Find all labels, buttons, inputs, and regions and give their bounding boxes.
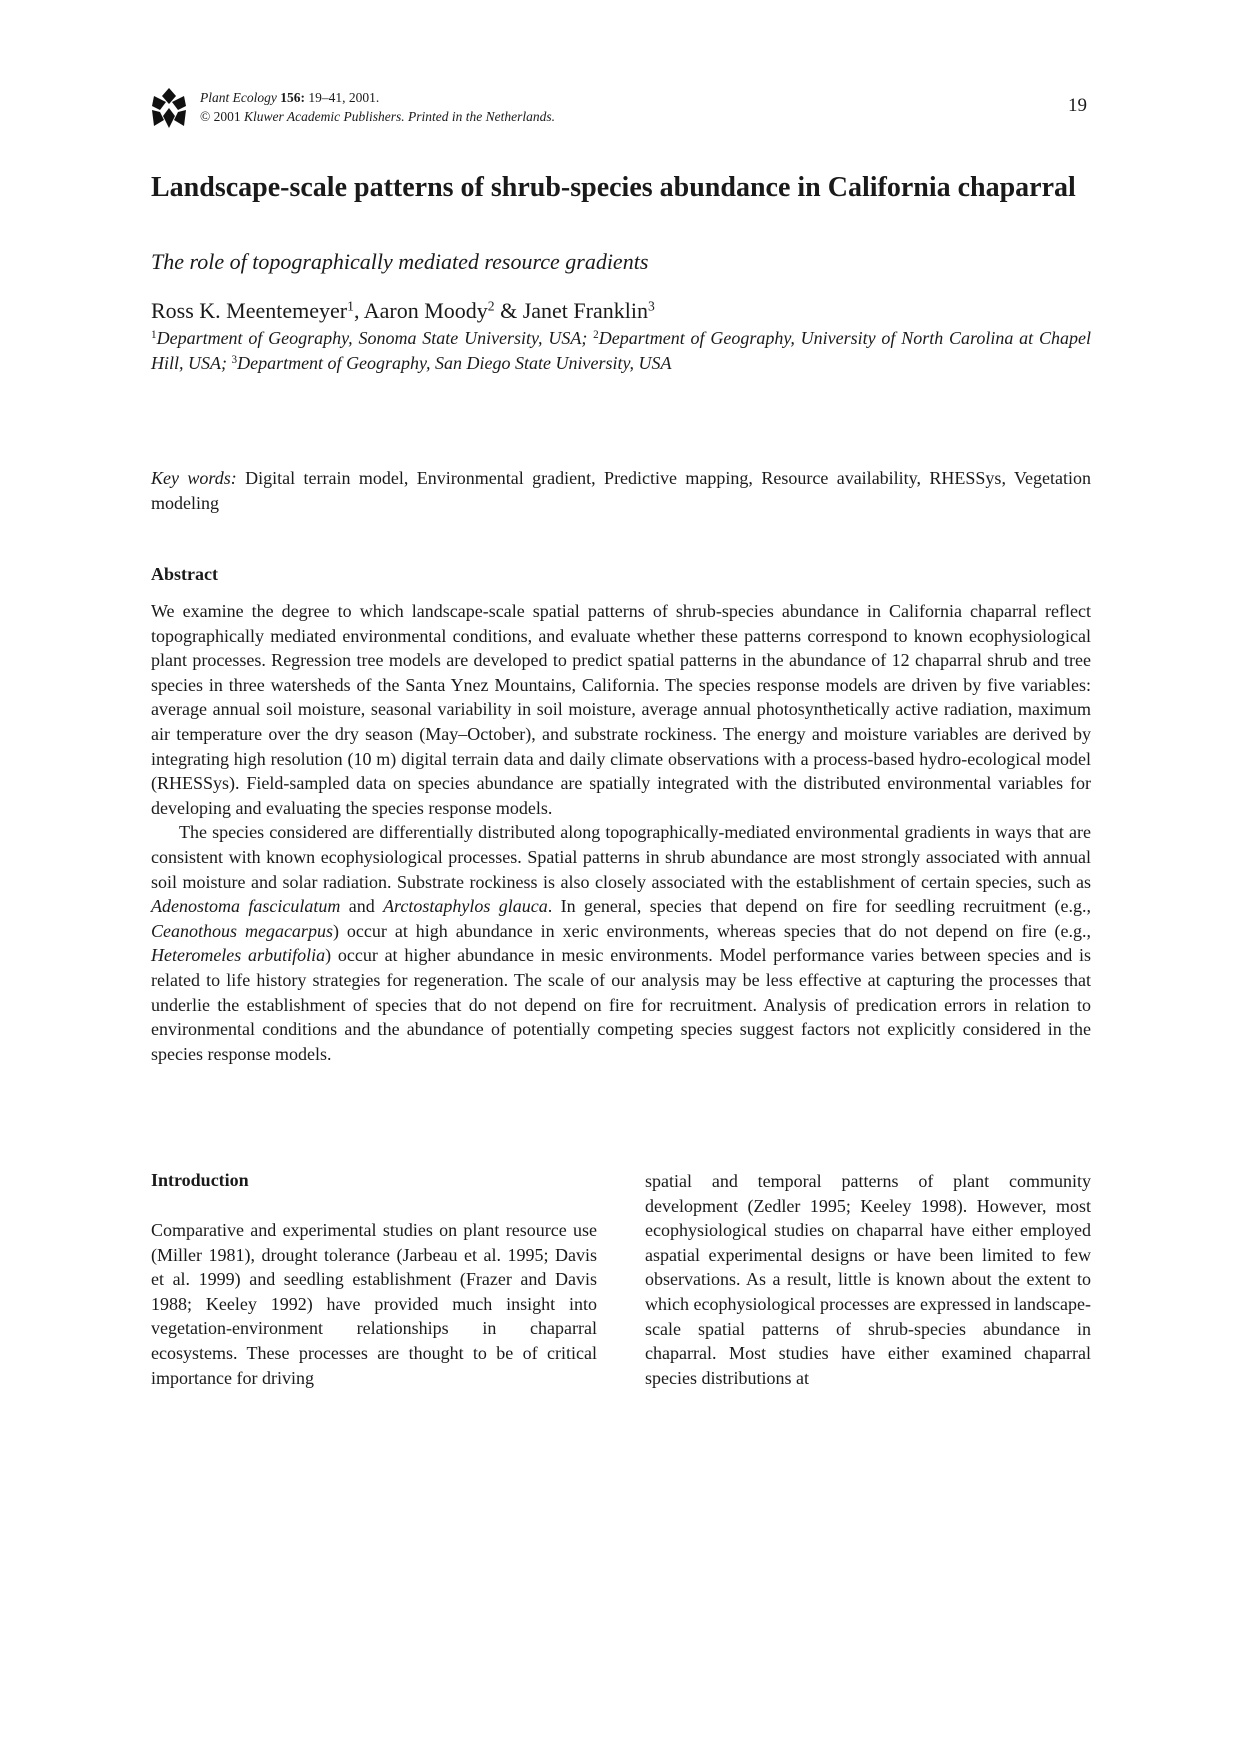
text-run: and <box>340 896 384 917</box>
abstract-paragraph: We examine the degree to which landscape-scale spatial patterns of shrub-species abundance in California chaparral reflect topographically mediated environmental conditions, and evaluate whether these patterns correspond to known ecophysiological plant processes. Regression tree models are developed to predict spatial patterns in the abundance of 12 chaparral shrub and tree species in three watersheds of the Santa Ynez Mountains, California. The species response models are driven by five variables: average annual soil moisture, seasonal variability in soil moisture, average annual photosynthetically active radiation, maximum air temperature over the dry season (May–October), and substrate rockiness. The energy and moisture variables are derived by integrating high resolution (10 m) digital terrain data and daily climate observations with a process-based hydro-ecological model (RHESSys). Field-sampled data on species abundance are spatially integrated with the distributed environmental variables for developing and evaluating the species response models. <box>151 601 1091 818</box>
author-name: Ross K. Meentemeyer <box>151 298 348 323</box>
publisher-logo-icon <box>150 86 188 130</box>
text-run: ) occur at higher abundance in mesic environments. Model performance varies between species and is related to life history strategies for regeneration. The scale of our analysis may be less effective at capturing the processes that underlie the establishment of species that do not depend on fire for recruitment. Analysis of predication errors in relation to environmental conditions and the abundance of potentially competing species suggest factors not explicitly considered in the species response models. <box>151 945 1091 1064</box>
affiliation: Department of Geography, University of North Carolina at Chapel Hill, USA; <box>151 328 1091 373</box>
keywords-text: Digital terrain model, Environmental gradient, Predictive mapping, Resource availability, RHESSys, Vegetation modeling <box>151 468 1091 513</box>
affiliation: Department of Geography, San Diego State University, USA <box>237 353 672 373</box>
copyright: © 2001 <box>200 109 241 124</box>
introduction-right-column: spatial and temporal patterns of plant community development (Zedler 1995; Keeley 1998). However, most ecophysiological studies on chaparral have either employed aspatial experimental designs or have been limited to few observations. As a result, little is known about the extent to which ecophysiological processes are expressed in landscape-scale spatial patterns of shrub-species abundance in chaparral. Most studies have either examined chaparral species distributions at <box>645 1171 1091 1388</box>
author-name: Janet Franklin <box>522 298 648 323</box>
article-subtitle: The role of topographically mediated resource gradients <box>151 249 649 274</box>
journal-pages: 19–41, 2001. <box>308 90 380 105</box>
affiliation: Department of Geography, Sonoma State University, USA; <box>156 328 594 348</box>
text-run: ) occur at high abundance in xeric environments, whereas species that do not depend on fire (e.g., <box>332 920 1091 941</box>
publisher: Kluwer Academic Publishers. <box>244 109 405 124</box>
affiliations <box>151 326 1091 376</box>
introduction-left-column: Comparative and experimental studies on plant resource use (Miller 1981), drought tolerance (Jarbeau et al. 1995; Davis et al. 1999) and seedling establishment (Frazer and Davis 1988; Keeley 1992) have provided much insight into vegetation-environment relationships in chaparral ecosystems. These processes are thought to be of critical importance for driving <box>151 1220 597 1388</box>
printed-in: Printed in the Netherlands. <box>408 109 555 124</box>
article-title: Landscape-scale patterns of shrub-species abundance in California chaparral <box>151 172 1076 203</box>
species-name: Heteromeles arbutifolia <box>151 945 326 966</box>
introduction-heading: Introduction <box>151 1170 249 1190</box>
author-list <box>151 298 655 324</box>
affil-mark: 3 <box>231 353 238 366</box>
species-name: Arctostaphylos glauca <box>383 896 548 917</box>
author-affil-mark: 3 <box>647 298 655 314</box>
abstract-paragraph <box>151 820 1091 1066</box>
affil-mark: 1 <box>151 328 157 341</box>
journal-volume: 156: <box>280 90 305 105</box>
abstract-body <box>151 599 1091 1066</box>
keywords-label: Key words: <box>151 468 237 488</box>
keywords <box>151 466 1091 516</box>
text-run: . In general, species that depend on fire for seedling recruitment (e.g., <box>547 896 1091 917</box>
text-run: The species considered are differentially distributed along topographically-mediated environmental gradients in ways that are consistent with known ecophysiological processes. Spatial patterns in shrub abundance are most strongly associated with annual soil moisture and solar radiation. Substrate rockiness is also closely associated with the establishment of certain species, such as <box>151 822 1091 892</box>
species-name: Ceanothous megacarpus <box>151 920 333 941</box>
author-name: Aaron Moody <box>363 298 488 323</box>
journal-name: Plant Ecology <box>200 90 277 105</box>
author-affil-mark: 2 <box>487 298 495 314</box>
author-separator: & <box>494 298 523 323</box>
species-name: Adenostoma fasciculatum <box>151 896 341 917</box>
author-separator: , <box>353 298 364 323</box>
author-affil-mark: 1 <box>347 298 354 314</box>
journal-citation <box>200 88 555 126</box>
abstract-heading: Abstract <box>151 564 218 584</box>
page-number: 19 <box>1068 95 1087 116</box>
affil-mark: 2 <box>593 328 599 341</box>
